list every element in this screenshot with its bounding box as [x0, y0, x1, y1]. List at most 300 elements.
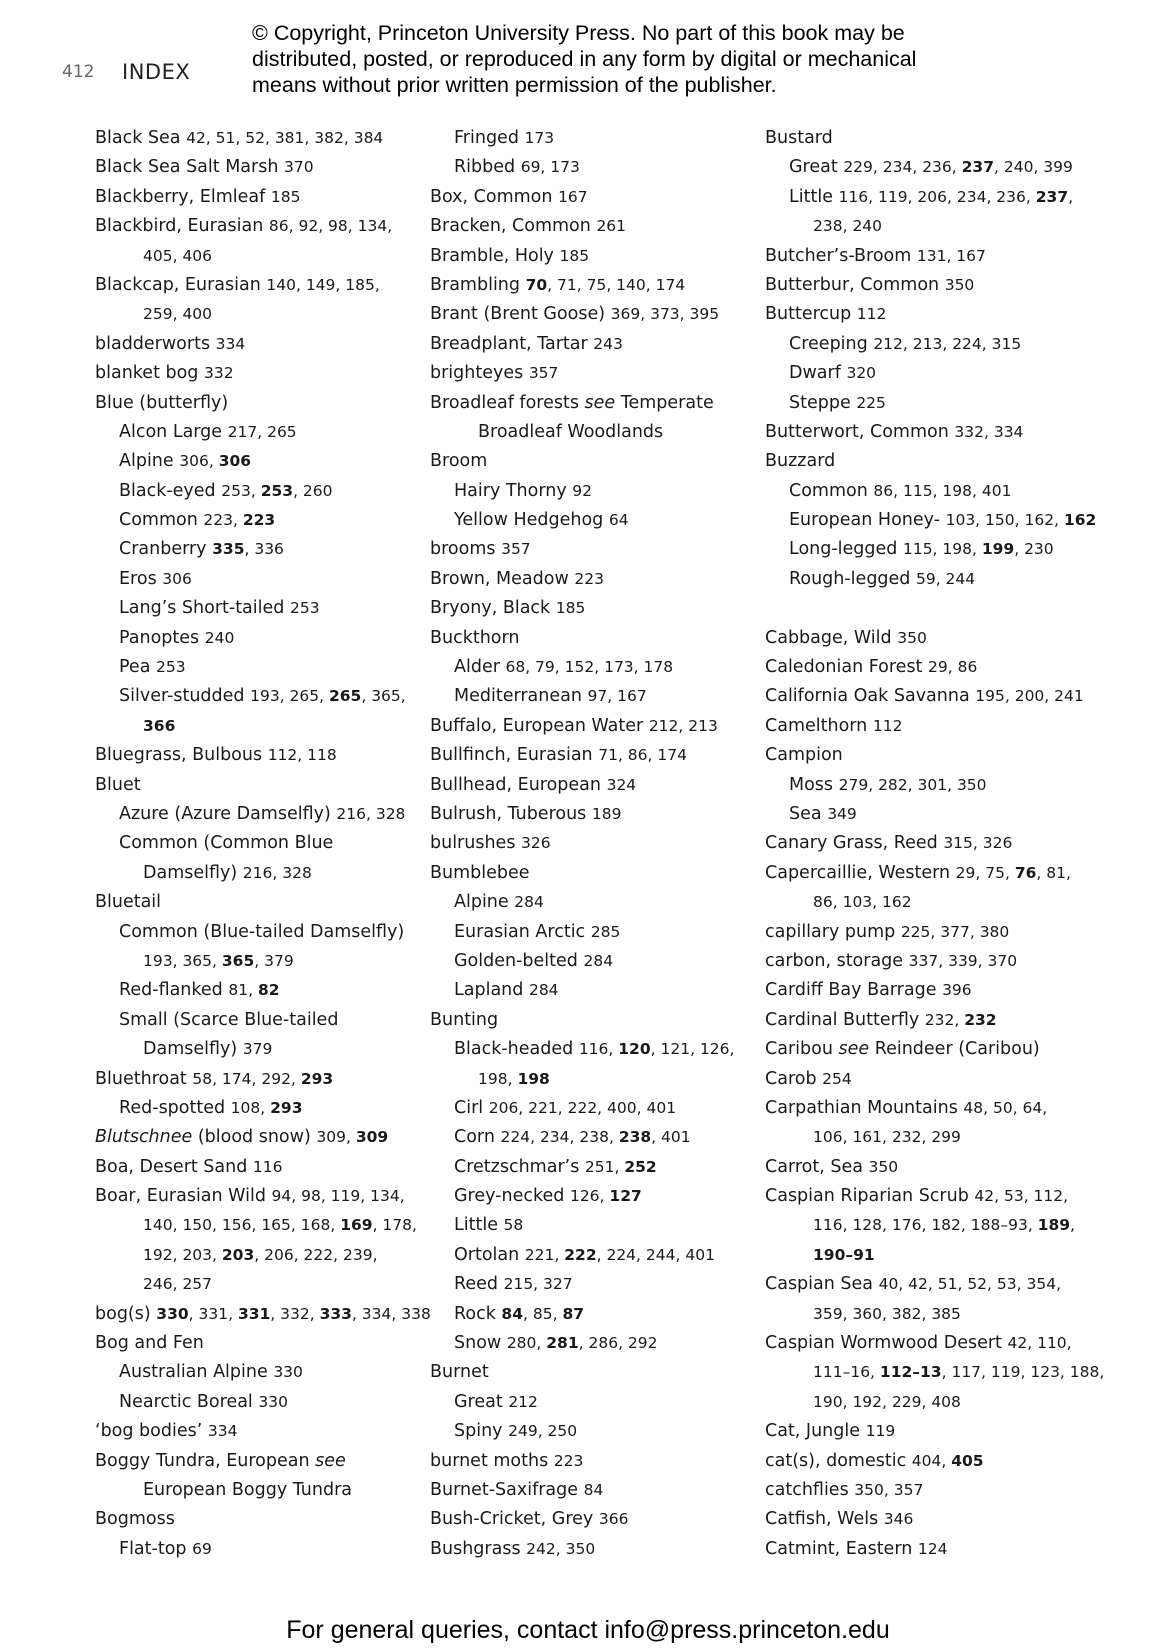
- index-entry-line: [95, 153, 410, 182]
- index-term: Butterwort, Common: [765, 421, 949, 442]
- index-page-refs: 223: [242, 511, 276, 530]
- index-entry-line: [95, 565, 410, 594]
- index-page-refs: , 85,: [523, 1304, 563, 1323]
- index-page-refs: 131, 167: [916, 246, 986, 265]
- index-page-refs: 92: [572, 481, 592, 500]
- index-term: Little: [454, 1215, 498, 1236]
- index-entry-line: [95, 1065, 410, 1094]
- index-term: Cabbage, Wild: [765, 627, 892, 648]
- index-entry-line: [430, 212, 745, 241]
- index-term: Cirl: [454, 1097, 484, 1118]
- index-page-refs: 120: [618, 1040, 651, 1059]
- index-page-refs: 112: [856, 305, 887, 324]
- index-page-refs: 216, 328: [242, 863, 312, 882]
- index-page-refs: 280,: [506, 1334, 547, 1353]
- index-term: Eurasian Arctic: [454, 921, 586, 942]
- index-page-refs: 224, 234, 238,: [500, 1128, 619, 1147]
- index-term: Bunting: [430, 1009, 499, 1030]
- index-term: Cat, Jungle: [765, 1421, 861, 1442]
- index-term: Cardinal Butterfly: [765, 1009, 920, 1030]
- index-page-refs: 58: [503, 1216, 524, 1235]
- index-page-refs: 116, 119, 206, 234, 236,: [838, 187, 1036, 206]
- index-entry-line: [765, 242, 1080, 271]
- index-entry-line: [430, 565, 745, 594]
- index-term: Alpine: [119, 451, 174, 472]
- index-page-refs: 71, 86, 174: [598, 746, 687, 765]
- index-term: Carrot, Sea: [765, 1156, 863, 1177]
- index-entry-line: [430, 771, 745, 800]
- index-page-refs: 251,: [584, 1157, 625, 1176]
- index-page-refs: 193, 265,: [250, 687, 329, 706]
- index-page-refs: 215, 327: [503, 1275, 573, 1294]
- index-entry-line: [430, 800, 745, 829]
- index-page-refs: 293: [300, 1069, 334, 1088]
- index-page-refs: 284: [528, 981, 559, 1000]
- index-entry-line: [95, 359, 410, 388]
- index-term: Capercaillie, Western: [765, 862, 951, 883]
- index-page-refs: 249, 250: [508, 1422, 578, 1441]
- index-page-refs: 238, 240: [813, 217, 883, 236]
- index-entry-line: [95, 947, 410, 976]
- index-term: Azure (Azure Damselfly): [119, 803, 331, 824]
- index-page-refs: 306,: [179, 452, 219, 471]
- index-entry-line: [430, 653, 745, 682]
- index-term: Butcher’s-Broom: [765, 245, 912, 266]
- index-page-refs: 229, 234, 236,: [843, 158, 962, 177]
- index-entry-line: [95, 741, 410, 770]
- index-entry-line: [95, 124, 410, 153]
- index-entry-line: [765, 976, 1080, 1005]
- index-term: Broadleaf forests: [430, 392, 585, 413]
- index-term: Brant (Brent Goose): [430, 304, 606, 325]
- index-page-refs: 212: [508, 1392, 538, 1411]
- index-term: Camelthorn: [765, 715, 868, 736]
- index-page-refs: 369, 373, 395: [610, 305, 720, 324]
- index-entry-line: [430, 1447, 745, 1476]
- index-term: Temperate: [615, 392, 714, 413]
- index-page-refs: , 260: [293, 481, 333, 500]
- index-page-refs: 212, 213, 224, 315: [873, 334, 1022, 353]
- index-entry-line: [430, 741, 745, 770]
- index-term: Snow: [454, 1333, 502, 1354]
- index-entry-line: [430, 1270, 745, 1299]
- index-entry-line: [430, 1388, 745, 1417]
- index-term: see: [315, 1450, 346, 1471]
- index-entry-line: [765, 1153, 1080, 1182]
- index-term: Blackbird, Eurasian: [95, 216, 264, 237]
- index-term: Campion: [765, 745, 843, 766]
- index-term: Silver-studded: [119, 686, 245, 707]
- index-page-refs: 334: [215, 334, 246, 353]
- index-page-refs: 86, 92, 98, 134,: [268, 217, 393, 236]
- index-entry-line: [95, 653, 410, 682]
- index-page-refs: 253: [289, 599, 320, 618]
- index-page-refs: 366: [143, 716, 176, 735]
- index-page-refs: 69, 173: [520, 158, 580, 177]
- index-term: Pea: [119, 657, 151, 678]
- index-entry-line: [95, 1476, 410, 1505]
- index-entry-line: [95, 300, 410, 329]
- index-entry-line: [430, 1300, 745, 1329]
- index-page-refs: 81,: [228, 981, 258, 1000]
- index-page-refs: 87: [562, 1304, 585, 1323]
- index-entry-line: [430, 330, 745, 359]
- index-term: Canary Grass, Reed: [765, 833, 938, 854]
- index-entry-line: [95, 1123, 410, 1152]
- index-entry-line: [430, 1153, 745, 1182]
- index-entry-line: [430, 359, 745, 388]
- index-term: Alcon Large: [119, 421, 223, 442]
- index-entry-line: [430, 976, 745, 1005]
- index-entry-line: [765, 124, 1080, 153]
- index-page-refs: 324: [606, 775, 637, 794]
- index-page-refs: 320: [846, 364, 877, 383]
- index-entry-line: [95, 1182, 410, 1211]
- index-term: Ribbed: [454, 157, 516, 178]
- index-page-refs: 173: [524, 129, 555, 147]
- index-entry-line: [95, 535, 410, 564]
- index-page-refs: , 365,: [361, 687, 406, 706]
- index-term: Rock: [454, 1303, 496, 1324]
- index-entry-line: [95, 682, 410, 711]
- index-entry-line: [95, 447, 410, 476]
- index-term: burnet moths: [430, 1450, 549, 1471]
- index-entry-line: [765, 1358, 1105, 1387]
- index-term: bladderworts: [95, 333, 211, 354]
- index-page-refs: 223,: [203, 511, 243, 530]
- index-term: Alder: [454, 657, 500, 678]
- index-page-refs: 116: [252, 1157, 283, 1176]
- index-term: (blood snow): [192, 1127, 311, 1148]
- index-page-refs: 162: [1063, 511, 1097, 530]
- index-page-refs: , 230: [1014, 540, 1054, 559]
- index-page-refs: 84: [583, 1480, 604, 1499]
- index-term: Dwarf: [789, 363, 841, 384]
- index-term: Box, Common: [430, 186, 553, 207]
- index-term: Caspian Riparian Scrub: [765, 1186, 969, 1207]
- index-entry-line: [95, 477, 410, 506]
- index-entry-line: [430, 124, 745, 153]
- index-entry-line: [430, 918, 745, 947]
- index-term: Buzzard: [765, 451, 836, 472]
- index-entry-line: [95, 1153, 410, 1182]
- running-head: INDEX: [122, 60, 191, 84]
- index-entry-line: [765, 829, 1080, 858]
- index-page-refs: 337, 339, 370: [908, 951, 1018, 970]
- index-entry-line: [95, 624, 410, 653]
- index-page-refs: 405: [951, 1451, 984, 1470]
- index-term: see: [584, 392, 616, 413]
- index-term: Long-legged: [789, 539, 898, 560]
- index-page-refs: 59, 244: [915, 569, 976, 588]
- index-term: Blackcap, Eurasian: [95, 274, 261, 295]
- index-entry-line: [95, 1270, 410, 1299]
- index-term: Lapland: [454, 980, 524, 1001]
- index-entry-line: [430, 535, 745, 564]
- index-page-refs: 279, 282, 301, 350: [838, 775, 987, 794]
- index-term: Butterbur, Common: [765, 274, 940, 295]
- index-page-refs: ,: [1070, 1216, 1075, 1235]
- index-page-refs: 237: [961, 158, 994, 177]
- index-entry-line: [765, 565, 1080, 594]
- index-entry-line: [765, 1329, 1080, 1358]
- index-term: Cretzschmar’s: [454, 1156, 580, 1177]
- index-entry-line: [430, 477, 745, 506]
- index-entry-line: [430, 1358, 745, 1387]
- index-term: Boa, Desert Sand: [95, 1156, 248, 1177]
- index-term: Catmint, Eastern: [765, 1538, 913, 1559]
- index-page-refs: , 117, 119, 123, 188,: [941, 1363, 1105, 1382]
- index-entry-line: [765, 1447, 1080, 1476]
- index-page-refs: ,: [1068, 187, 1074, 206]
- index-page-refs: 221,: [524, 1245, 565, 1264]
- index-entry-line: [95, 1358, 410, 1387]
- index-term: bog(s): [95, 1303, 151, 1324]
- index-page-refs: 253: [156, 658, 186, 677]
- index-term: Bullhead, European: [430, 774, 601, 795]
- index-page-refs: 242, 350: [526, 1539, 596, 1558]
- index-page-refs: 306: [218, 452, 252, 471]
- index-entry-line: [430, 1182, 745, 1211]
- index-term: Buttercup: [765, 304, 852, 325]
- index-entry-line: [765, 947, 1080, 976]
- index-term: Lang’s Short-tailed: [119, 598, 285, 619]
- index-page-refs: 199: [981, 540, 1015, 559]
- index-term: California Oak Savanna: [765, 686, 970, 707]
- index-entry-line: [95, 1094, 410, 1123]
- index-term: Ortolan: [454, 1244, 520, 1265]
- index-page-refs: , 336: [244, 540, 284, 559]
- index-page-refs: , 121, 126,: [650, 1040, 735, 1059]
- index-entry-line: [765, 1388, 1080, 1417]
- index-term: Blackberry, Elmleaf: [95, 186, 266, 207]
- index-entry-line: [430, 1065, 745, 1094]
- index-term: Broom: [430, 451, 488, 472]
- index-entry-line: [430, 594, 745, 623]
- index-page-refs: 223: [553, 1451, 584, 1470]
- index-term: Flat-top: [119, 1538, 187, 1559]
- index-page-refs: 306: [162, 569, 192, 588]
- index-page-refs: 379: [242, 1040, 273, 1059]
- index-page-refs: 190, 192, 229, 408: [813, 1392, 961, 1411]
- index-term: Steppe: [789, 392, 851, 413]
- index-term: Common (Blue-tailed Damselfly): [119, 921, 405, 942]
- index-entry-line: [765, 153, 1080, 182]
- index-page-refs: 284: [514, 893, 544, 912]
- index-page-refs: 42, 53, 112,: [974, 1187, 1069, 1206]
- index-term: Little: [789, 186, 833, 207]
- index-entry-line: [765, 1094, 1080, 1123]
- index-entry-line: [430, 624, 745, 653]
- index-page-refs: 253: [260, 481, 294, 500]
- index-term: Bush-Cricket, Grey: [430, 1509, 594, 1530]
- index-page-refs: , 379: [254, 951, 294, 970]
- index-entry-line: [765, 1065, 1080, 1094]
- index-term: Buffalo, European Water: [430, 715, 644, 736]
- index-entry-line: [430, 183, 745, 212]
- index-term: Buckthorn: [430, 627, 520, 648]
- index-page-refs: 193, 365,: [143, 951, 222, 970]
- index-page-refs: 330: [258, 1392, 288, 1411]
- index-page-refs: 140, 150, 156, 165, 168,: [143, 1216, 341, 1235]
- index-page-refs: 357: [528, 364, 559, 383]
- index-term: Boar, Eurasian Wild: [95, 1186, 266, 1207]
- index-column-2: [430, 124, 745, 1564]
- index-page-refs: 115, 198,: [902, 540, 982, 559]
- index-page-refs: , 331,: [188, 1304, 238, 1323]
- index-entry-line: [430, 1094, 745, 1123]
- index-entry-line: [95, 918, 410, 947]
- index-term: Common: [119, 510, 198, 531]
- index-term: Blutschnee: [95, 1127, 193, 1148]
- index-page-refs: 370: [284, 158, 314, 177]
- index-term: Mediterranean: [454, 686, 582, 707]
- index-term: Great: [789, 157, 838, 178]
- index-page-refs: 116,: [578, 1040, 619, 1059]
- index-entry-line: [765, 418, 1080, 447]
- index-term: Caspian Wormwood Desert: [765, 1333, 1002, 1354]
- index-entry-line: [430, 506, 745, 535]
- index-term: Bluet: [95, 774, 141, 795]
- index-page-refs: 116, 128, 176, 182, 188–93,: [813, 1216, 1038, 1235]
- index-term: Moss: [789, 774, 834, 795]
- index-entry-line: [430, 1241, 745, 1270]
- index-page-refs: 212, 213: [648, 716, 718, 735]
- index-entry-line: [95, 829, 410, 858]
- index-page-refs: 240: [204, 628, 235, 647]
- index-page-refs: 326: [521, 834, 551, 853]
- index-term: Red-spotted: [119, 1097, 226, 1118]
- index-entry-line: [430, 389, 745, 418]
- index-entry-line: [765, 653, 1080, 682]
- index-entry-line: [430, 242, 745, 271]
- index-entry-line: [95, 330, 410, 359]
- index-page-refs: 252: [624, 1157, 657, 1176]
- index-entry-line: [765, 1241, 1080, 1270]
- index-entry-line: [430, 712, 745, 741]
- index-page-refs: 253,: [221, 481, 261, 500]
- index-page-refs: 254: [822, 1069, 852, 1088]
- index-page-refs: 225, 377, 380: [900, 922, 1010, 941]
- index-term: capillary pump: [765, 921, 896, 942]
- index-term: European Honey-: [789, 510, 941, 531]
- index-page-refs: 189: [1037, 1216, 1071, 1235]
- index-term: Bryony, Black: [430, 598, 551, 619]
- index-page-refs: 265: [328, 687, 362, 706]
- index-term: Golden-belted: [454, 950, 578, 971]
- index-entry-line: [765, 535, 1080, 564]
- index-page-refs: 29, 75,: [955, 863, 1015, 882]
- index-entry-line: [95, 800, 410, 829]
- index-page-refs: , 332,: [270, 1304, 320, 1323]
- index-page-refs: , 81,: [1036, 863, 1071, 882]
- index-term: Great: [454, 1391, 503, 1412]
- index-term: Reed: [454, 1274, 499, 1295]
- index-entry-line: [765, 682, 1084, 711]
- index-page-refs: 335: [212, 540, 245, 559]
- index-page-refs: , 206, 222, 239,: [254, 1245, 378, 1264]
- index-entry-line: [430, 1535, 745, 1564]
- index-column-3: [765, 124, 1105, 1564]
- index-term: Bramble, Holy: [430, 245, 554, 266]
- index-page-refs: 237: [1035, 187, 1069, 206]
- index-entry-line: [95, 976, 410, 1005]
- index-page-refs: 359, 360, 382, 385: [813, 1304, 961, 1323]
- index-entry-line: [95, 712, 410, 741]
- index-page-refs: 106, 161, 232, 299: [813, 1128, 961, 1147]
- index-page-refs: 68, 79, 152, 173, 178: [505, 658, 674, 677]
- index-term: Australian Alpine: [119, 1362, 268, 1383]
- index-page-refs: 243: [593, 334, 623, 353]
- index-page-refs: 332, 334: [954, 422, 1024, 441]
- index-entry-line: [765, 1006, 1080, 1035]
- index-page-refs: 185: [270, 187, 301, 206]
- index-page-refs: 309: [355, 1128, 389, 1147]
- index-term: Broadleaf Woodlands: [478, 421, 664, 442]
- index-page-refs: , 401: [651, 1128, 691, 1147]
- index-page-refs: 58, 174, 292,: [192, 1069, 301, 1088]
- index-page-refs: 331: [237, 1304, 271, 1323]
- index-term: Spiny: [454, 1421, 503, 1442]
- index-entry-line: [430, 418, 745, 447]
- index-page-refs: 357: [501, 540, 531, 559]
- index-page-refs: 232: [964, 1010, 997, 1029]
- index-page-refs: 76: [1014, 863, 1037, 882]
- index-entry-line: [95, 1417, 410, 1446]
- index-term: Breadplant, Tartar: [430, 333, 588, 354]
- index-term: Brown, Meadow: [430, 568, 569, 589]
- index-term: Caspian Sea: [765, 1274, 874, 1295]
- index-term: Damselfly): [143, 1039, 238, 1060]
- index-entry-line: [765, 1535, 1080, 1564]
- index-entry-line: [430, 947, 745, 976]
- index-entry-line: [95, 1211, 417, 1240]
- index-page-refs: 217, 265: [227, 422, 297, 441]
- index-term: brooms: [430, 539, 496, 560]
- index-term: Blue (butterfly): [95, 392, 229, 413]
- index-term: Bullfinch, Eurasian: [430, 745, 593, 766]
- index-entry-line: [430, 888, 745, 917]
- index-entry-line: [430, 153, 745, 182]
- index-entry-line: [430, 1006, 745, 1035]
- index-page-refs: 112–13: [879, 1363, 942, 1382]
- index-page-refs: 40, 42, 51, 52, 53, 354,: [878, 1275, 1061, 1294]
- index-page-refs: 309,: [316, 1128, 356, 1147]
- index-entry-line: [765, 359, 1080, 388]
- index-term: Panoptes: [119, 627, 200, 648]
- index-entry-line: [95, 859, 410, 888]
- index-entry-line: [95, 888, 410, 917]
- index-term: Bulrush, Tuberous: [430, 803, 587, 824]
- index-entry-line: [430, 1035, 745, 1064]
- index-page-refs: 112: [872, 716, 903, 735]
- index-page-refs: 222: [564, 1245, 597, 1264]
- index-entry-line: [430, 300, 745, 329]
- index-column-1: [95, 124, 431, 1564]
- index-entry-line: [95, 212, 410, 241]
- index-term: Bushgrass: [430, 1538, 521, 1559]
- index-entry-line: [95, 418, 410, 447]
- index-entry-line: [430, 682, 745, 711]
- index-entry-line: [765, 800, 1080, 829]
- index-page-refs: 42, 51, 52, 381, 382, 384: [186, 129, 384, 147]
- index-page-refs: 203: [221, 1245, 255, 1264]
- index-term: Rough-legged: [789, 568, 911, 589]
- index-term: Eros: [119, 568, 157, 589]
- index-page-refs: 366: [598, 1510, 629, 1529]
- index-entry-line: [765, 1505, 1080, 1534]
- index-term: Creeping: [789, 333, 868, 354]
